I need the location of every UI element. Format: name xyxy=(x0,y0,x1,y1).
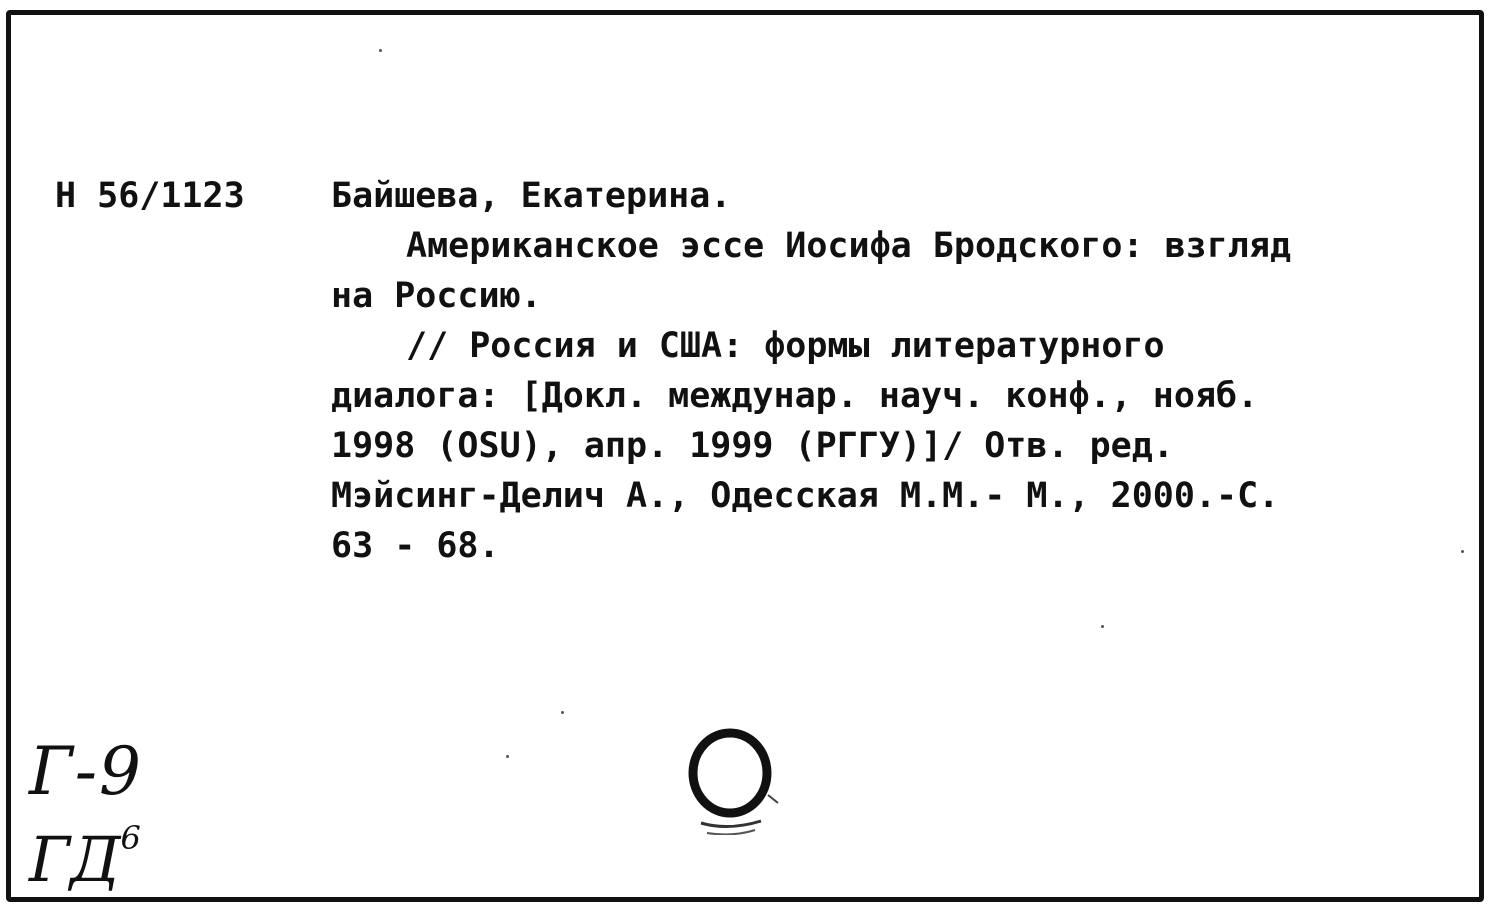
author-heading: Байшева, Екатерина. xyxy=(331,176,732,216)
punch-hole-icon xyxy=(683,725,783,835)
title-line-1-text: Американское эссе Иосифа Бродского: взгляд xyxy=(406,226,1292,266)
speck xyxy=(1101,625,1104,628)
handwritten-note-2 xyxy=(29,819,141,896)
handwritten-note-2-sup: 6 xyxy=(120,819,141,858)
speck xyxy=(561,711,564,714)
title-line-2-text: на Россию. xyxy=(331,276,542,316)
pages-line-text: 63 - 68. xyxy=(331,526,500,566)
catalog-card xyxy=(6,10,1484,902)
speck xyxy=(506,755,509,758)
source-line-3 xyxy=(331,426,1436,466)
handwritten-note-2-base: ГД xyxy=(29,823,121,896)
pages-line xyxy=(331,526,1436,566)
title-line-1 xyxy=(331,226,1436,266)
title-line-2 xyxy=(331,276,1436,316)
shelfmark: Н 56/1123 xyxy=(55,176,245,216)
source-line-1-text: // Россия и США: формы литературного xyxy=(406,326,1165,366)
handwritten-note-1: Г-9 xyxy=(29,733,143,810)
source-line-3-text: 1998 (OSU), апр. 1999 (РГГУ)]/ Отв. ред. xyxy=(331,426,1174,466)
source-line-2-text: диалога: [Докл. междунар. науч. конф., нояб. xyxy=(331,376,1259,416)
speck xyxy=(1461,550,1464,553)
source-line-4-text: Мэйсинг-Делич А., Одесская М.М.- М., 2000.-С. xyxy=(331,476,1280,516)
source-line-4 xyxy=(331,476,1436,516)
source-line-1 xyxy=(331,326,1436,366)
speck xyxy=(379,49,382,52)
source-line-2 xyxy=(331,376,1436,416)
